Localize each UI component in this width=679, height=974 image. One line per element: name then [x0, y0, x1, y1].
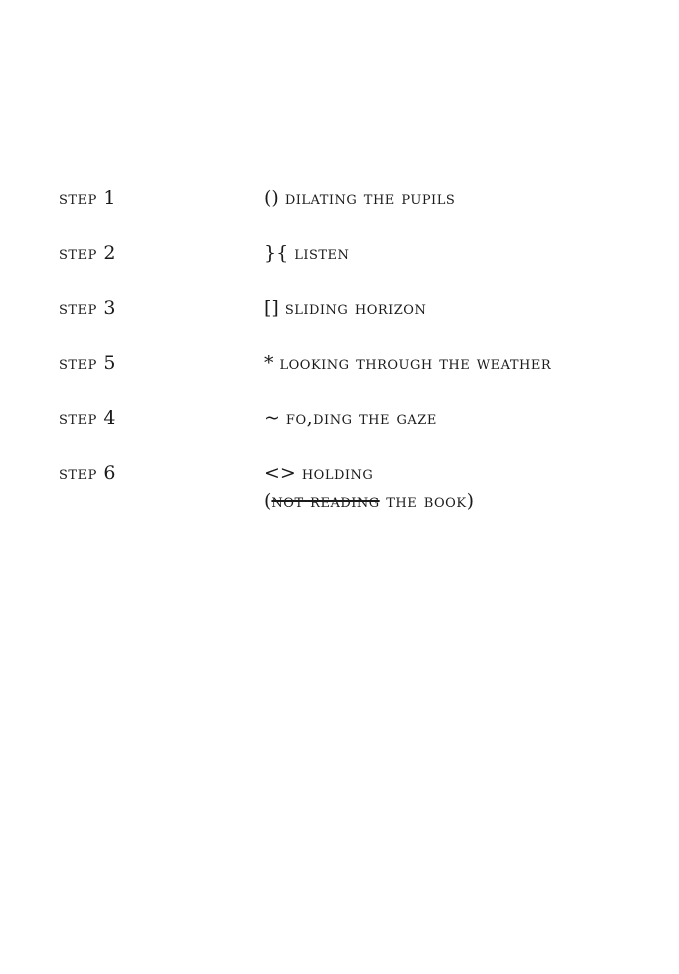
step-description: sliding horizon [284, 297, 427, 319]
step-label: step 5 [59, 352, 116, 374]
step-label: step 6 [59, 462, 116, 484]
step-text [264, 294, 659, 322]
step-label: step 4 [59, 407, 116, 429]
step-text [264, 459, 659, 515]
step-symbol: ~ [264, 407, 280, 429]
step-description: dilating the pupils [284, 187, 456, 209]
step-symbol: * [264, 352, 274, 374]
step-row [59, 404, 659, 459]
struck-text: not reading [271, 490, 380, 512]
step-row [59, 459, 659, 514]
step-symbol: () [264, 187, 279, 209]
step-line-2 [264, 487, 659, 515]
step-line-1 [264, 459, 659, 487]
step-text [264, 404, 659, 432]
step-symbol: }{ [264, 242, 289, 264]
step-text [264, 349, 659, 377]
step-description: looking through the weather [279, 352, 552, 374]
step-description: listen [294, 242, 350, 264]
step-description: fo,ding the gaze [285, 407, 437, 429]
step-text [264, 239, 659, 267]
step-symbol: <> [264, 462, 296, 484]
step-label: step 3 [59, 297, 116, 319]
step-row [59, 349, 659, 404]
step-text [264, 184, 659, 212]
close-paren: ) [466, 490, 474, 512]
step-row [59, 239, 659, 294]
step-row [59, 294, 659, 349]
step-symbol: [] [264, 297, 279, 319]
step-label: step 2 [59, 242, 116, 264]
step-label: step 1 [59, 187, 116, 209]
open-paren: ( [264, 490, 272, 512]
rest-text: the book [379, 490, 467, 512]
steps-list [59, 184, 659, 514]
step-description: holding [301, 462, 374, 484]
step-row [59, 184, 659, 239]
